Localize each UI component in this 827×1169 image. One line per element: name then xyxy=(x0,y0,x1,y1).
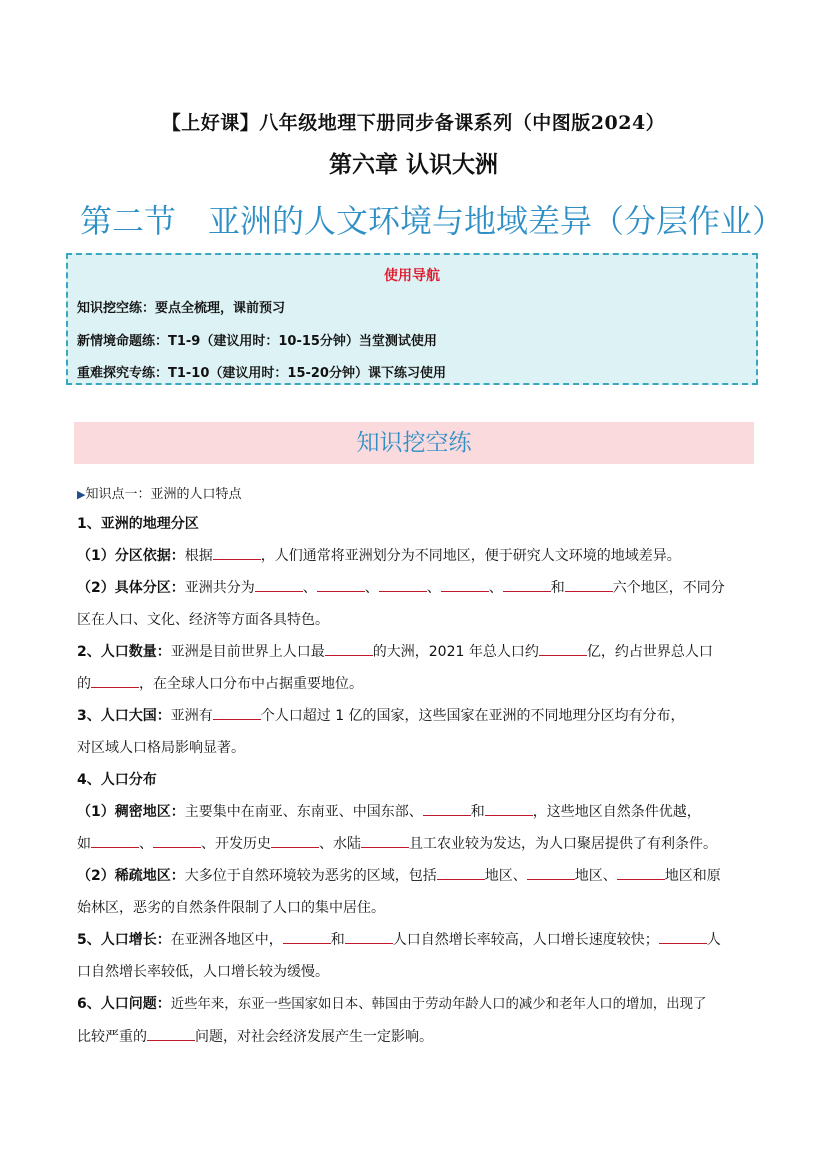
item-1b-label: （2）具体分区： xyxy=(77,580,185,596)
fill-blank[interactable] xyxy=(659,928,707,944)
text: 亚洲是目前世界上人口最 xyxy=(170,644,325,660)
item-3-cont: 对区域人口格局影响显著。 xyxy=(77,740,245,756)
text: 和 xyxy=(550,580,565,596)
fill-blank[interactable] xyxy=(283,928,331,944)
item-3-label: 3、人口大国： xyxy=(77,708,171,724)
text: 的大洲，2021 年总人口约 xyxy=(372,644,539,660)
text: ，在全球人口分布中占据重要地位。 xyxy=(139,676,363,692)
item-4-heading: 4、人口分布 xyxy=(77,772,157,788)
fill-blank[interactable] xyxy=(437,864,485,880)
fill-blank[interactable] xyxy=(441,576,489,592)
item-4a-label: （1）稠密地区： xyxy=(77,804,185,820)
text: 地区、 xyxy=(574,868,617,884)
worksheet-content xyxy=(77,482,753,1053)
text: 人 xyxy=(706,932,721,948)
text: 、 xyxy=(139,836,153,852)
text: 问题，对社会经济发展产生一定影响。 xyxy=(195,1029,433,1045)
section-title: 第二节 亚洲的人文环境与地域差异（分层作业） xyxy=(80,202,785,240)
text: 亚洲有 xyxy=(170,708,213,724)
item-4a xyxy=(77,796,753,828)
knowledge-point-heading xyxy=(77,482,753,508)
item-2 xyxy=(77,636,753,668)
fill-blank[interactable] xyxy=(527,864,575,880)
item-1b-cont: 区在人口、文化、经济等方面各具特色。 xyxy=(77,612,329,628)
knowledge-point-text: 知识点一：亚洲的人口特点 xyxy=(85,487,242,502)
text: 近些年来，东亚一些国家如日本、韩国由于劳动年龄人口的减少和老年人口的增加，出现了 xyxy=(170,997,707,1012)
fill-blank[interactable] xyxy=(503,576,551,592)
item-4b xyxy=(77,860,753,892)
item-6 xyxy=(77,988,753,1021)
fill-blank[interactable] xyxy=(325,640,373,656)
fill-blank[interactable] xyxy=(213,544,261,560)
item-4b-label: （2）稀疏地区： xyxy=(77,868,185,884)
fill-blank[interactable] xyxy=(317,576,365,592)
fill-blank[interactable] xyxy=(423,800,471,816)
item-1a-label: （1）分区依据： xyxy=(77,548,185,564)
text: 地区、 xyxy=(484,868,527,884)
text: 亿，约占世界总人口 xyxy=(586,644,713,660)
text: 、 xyxy=(488,580,503,596)
fill-blank[interactable] xyxy=(361,832,409,848)
section-banner: 知识挖空练 xyxy=(74,422,754,464)
text: 根据 xyxy=(184,548,213,564)
fill-blank[interactable] xyxy=(539,640,587,656)
fill-blank[interactable] xyxy=(213,704,261,720)
item-1a xyxy=(77,540,753,572)
text: 、 xyxy=(364,580,379,596)
guide-line-new-context: 新情境命题练：T1-9（建议用时：10-15分钟）当堂测试使用 xyxy=(77,334,437,349)
item-4a-cont xyxy=(77,828,753,860)
text: 地区和原 xyxy=(664,868,721,884)
item-1-heading: 1、亚洲的地理分区 xyxy=(77,516,199,532)
fill-blank[interactable] xyxy=(147,1025,195,1041)
text: 如 xyxy=(77,836,91,852)
text: 人口自然增长率较高，人口增长速度较快； xyxy=(392,932,659,948)
fill-blank[interactable] xyxy=(345,928,393,944)
text: 主要集中在南亚、东南亚、中国东部、 xyxy=(184,804,423,820)
fill-blank[interactable] xyxy=(379,576,427,592)
text: 六个地区，不同分 xyxy=(612,580,725,596)
text: 、开发历史 xyxy=(201,836,271,852)
text: 大多位于自然环境较为恶劣的区域，包括 xyxy=(184,868,437,884)
item-1b xyxy=(77,572,753,604)
text: 在亚洲各地区中， xyxy=(170,932,283,948)
fill-blank[interactable] xyxy=(153,832,201,848)
item-5-label: 5、人口增长： xyxy=(77,932,171,948)
usage-guide-title: 使用导航 xyxy=(384,268,440,284)
fill-blank[interactable] xyxy=(271,832,319,848)
item-2-label: 2、人口数量： xyxy=(77,644,171,660)
text: 和 xyxy=(470,804,485,820)
item-4b-cont: 始林区，恶劣的自然条件限制了人口的集中居住。 xyxy=(77,900,385,916)
fill-blank[interactable] xyxy=(485,800,533,816)
item-6-label: 6、人口问题： xyxy=(77,996,171,1012)
text: ，这些地区自然条件优越， xyxy=(532,804,701,820)
item-5-cont: 口自然增长率较低，人口增长较为缓慢。 xyxy=(77,964,329,980)
text: 、 xyxy=(426,580,441,596)
text: 和 xyxy=(330,932,345,948)
guide-line-knowledge: 知识挖空练：要点全梳理，课前预习 xyxy=(77,301,286,316)
text: 、水陆 xyxy=(319,836,361,852)
chapter-title: 第六章 认识大洲 xyxy=(328,152,498,178)
text: 、 xyxy=(302,580,317,596)
item-6-cont xyxy=(77,1021,753,1053)
item-3 xyxy=(77,700,753,732)
triangle-icon: ▶ xyxy=(77,488,86,501)
fill-blank[interactable] xyxy=(91,832,139,848)
fill-blank[interactable] xyxy=(617,864,665,880)
item-5 xyxy=(77,924,753,956)
text: 亚洲共分为 xyxy=(184,580,255,596)
guide-line-advanced: 重难探究专练：T1-10（建议用时：15-20分钟）课下练习使用 xyxy=(77,366,446,381)
usage-guide-box xyxy=(66,253,758,385)
series-title: 【上好课】八年级地理下册同步备课系列（中图版2024） xyxy=(161,112,666,134)
text: 且工农业较为发达，为人口聚居提供了有利条件。 xyxy=(409,836,717,852)
fill-blank[interactable] xyxy=(565,576,613,592)
item-2-cont xyxy=(77,668,753,700)
text: 的 xyxy=(77,676,91,692)
text: ，人们通常将亚洲划分为不同地区，便于研究人文环境的地域差异。 xyxy=(260,548,681,564)
fill-blank[interactable] xyxy=(255,576,303,592)
fill-blank[interactable] xyxy=(91,672,139,688)
text: 个人口超过 1 亿的国家，这些国家在亚洲的不同地理分区均有分布， xyxy=(260,708,685,724)
text: 比较严重的 xyxy=(77,1029,147,1045)
